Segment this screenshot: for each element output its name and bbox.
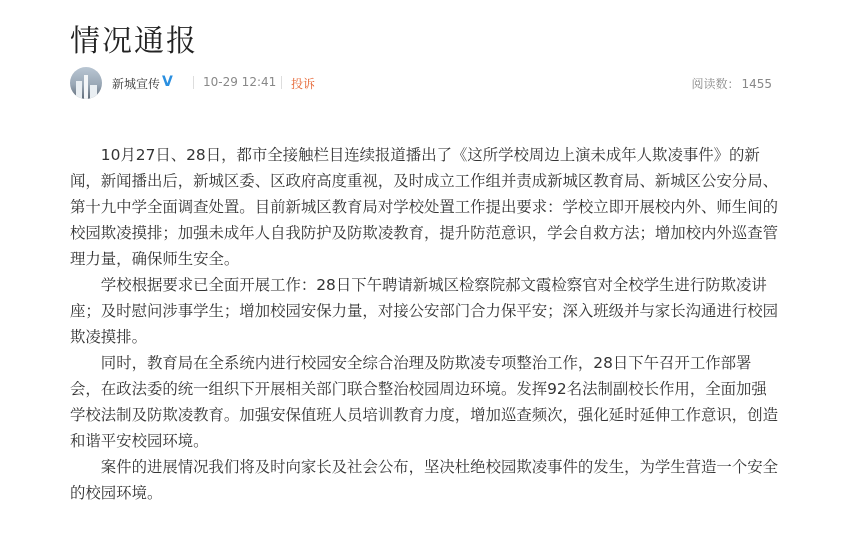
avatar[interactable] [70,67,102,99]
paragraph: 10月27日、28日，都市全接触栏目连续报道播出了《这所学校周边上演未成年人欺凌事件》的新闻，新闻播出后，新城区委、区政府高度重视，及时成立工作组并责成新城区教育局、新城区公安分局、第十九中学全面调查处置。目前新城区教育局对学校处置工作提出要求：学校立即开展校内外、师生间的校园欺凌摸排；加强未成年人自我防护及防欺凌教育，提升防范意识，学会自救方法；增加校内外巡查管理力量，确保师生安全。 [70,146,778,268]
article-meta [70,66,772,102]
publish-time: 10-29 12:41 [203,75,277,89]
divider [281,76,282,89]
article-title: 情况通报 [70,24,198,59]
avatar-building-icon [76,81,82,99]
paragraph: 学校根据要求已全面开展工作：28日下午聘请新城区检察院郝文霞检察官对全校学生进行防欺凌讲座；及时慰问涉事学生；增加校园安保力量，对接公安部门合力保平安；深入班级并与家长沟通进行校园欺凌摸排。 [70,276,778,346]
read-count-label: 阅读数： [691,77,740,91]
report-link[interactable]: 投诉 [291,77,316,91]
read-count-value: 1455 [741,77,772,91]
avatar-tower-icon [84,75,88,99]
divider [193,76,194,89]
paragraph: 同时，教育局在全系统内进行校园安全综合治理及防欺凌专项整治工作，28日下午召开工作部署会，在政法委的统一组织下开展相关部门联合整治校园周边环境。发挥92名法制副校长作用，全面加强学校法制及防欺凌教育。加强安保值班人员培训教育力度，增加巡查频次，强化延时延伸工作意识，创造和谐平安校园环境。 [70,354,778,450]
verified-badge-icon: V [162,74,173,90]
read-count [691,75,772,92]
article-body [70,142,782,506]
avatar-building-icon [90,85,97,99]
paragraph: 案件的进展情况我们将及时向家长及社会公布，坚决杜绝校园欺凌事件的发生，为学生营造一个安全的校园环境。 [70,458,778,502]
author-name[interactable]: 新城宣传 [112,77,161,91]
